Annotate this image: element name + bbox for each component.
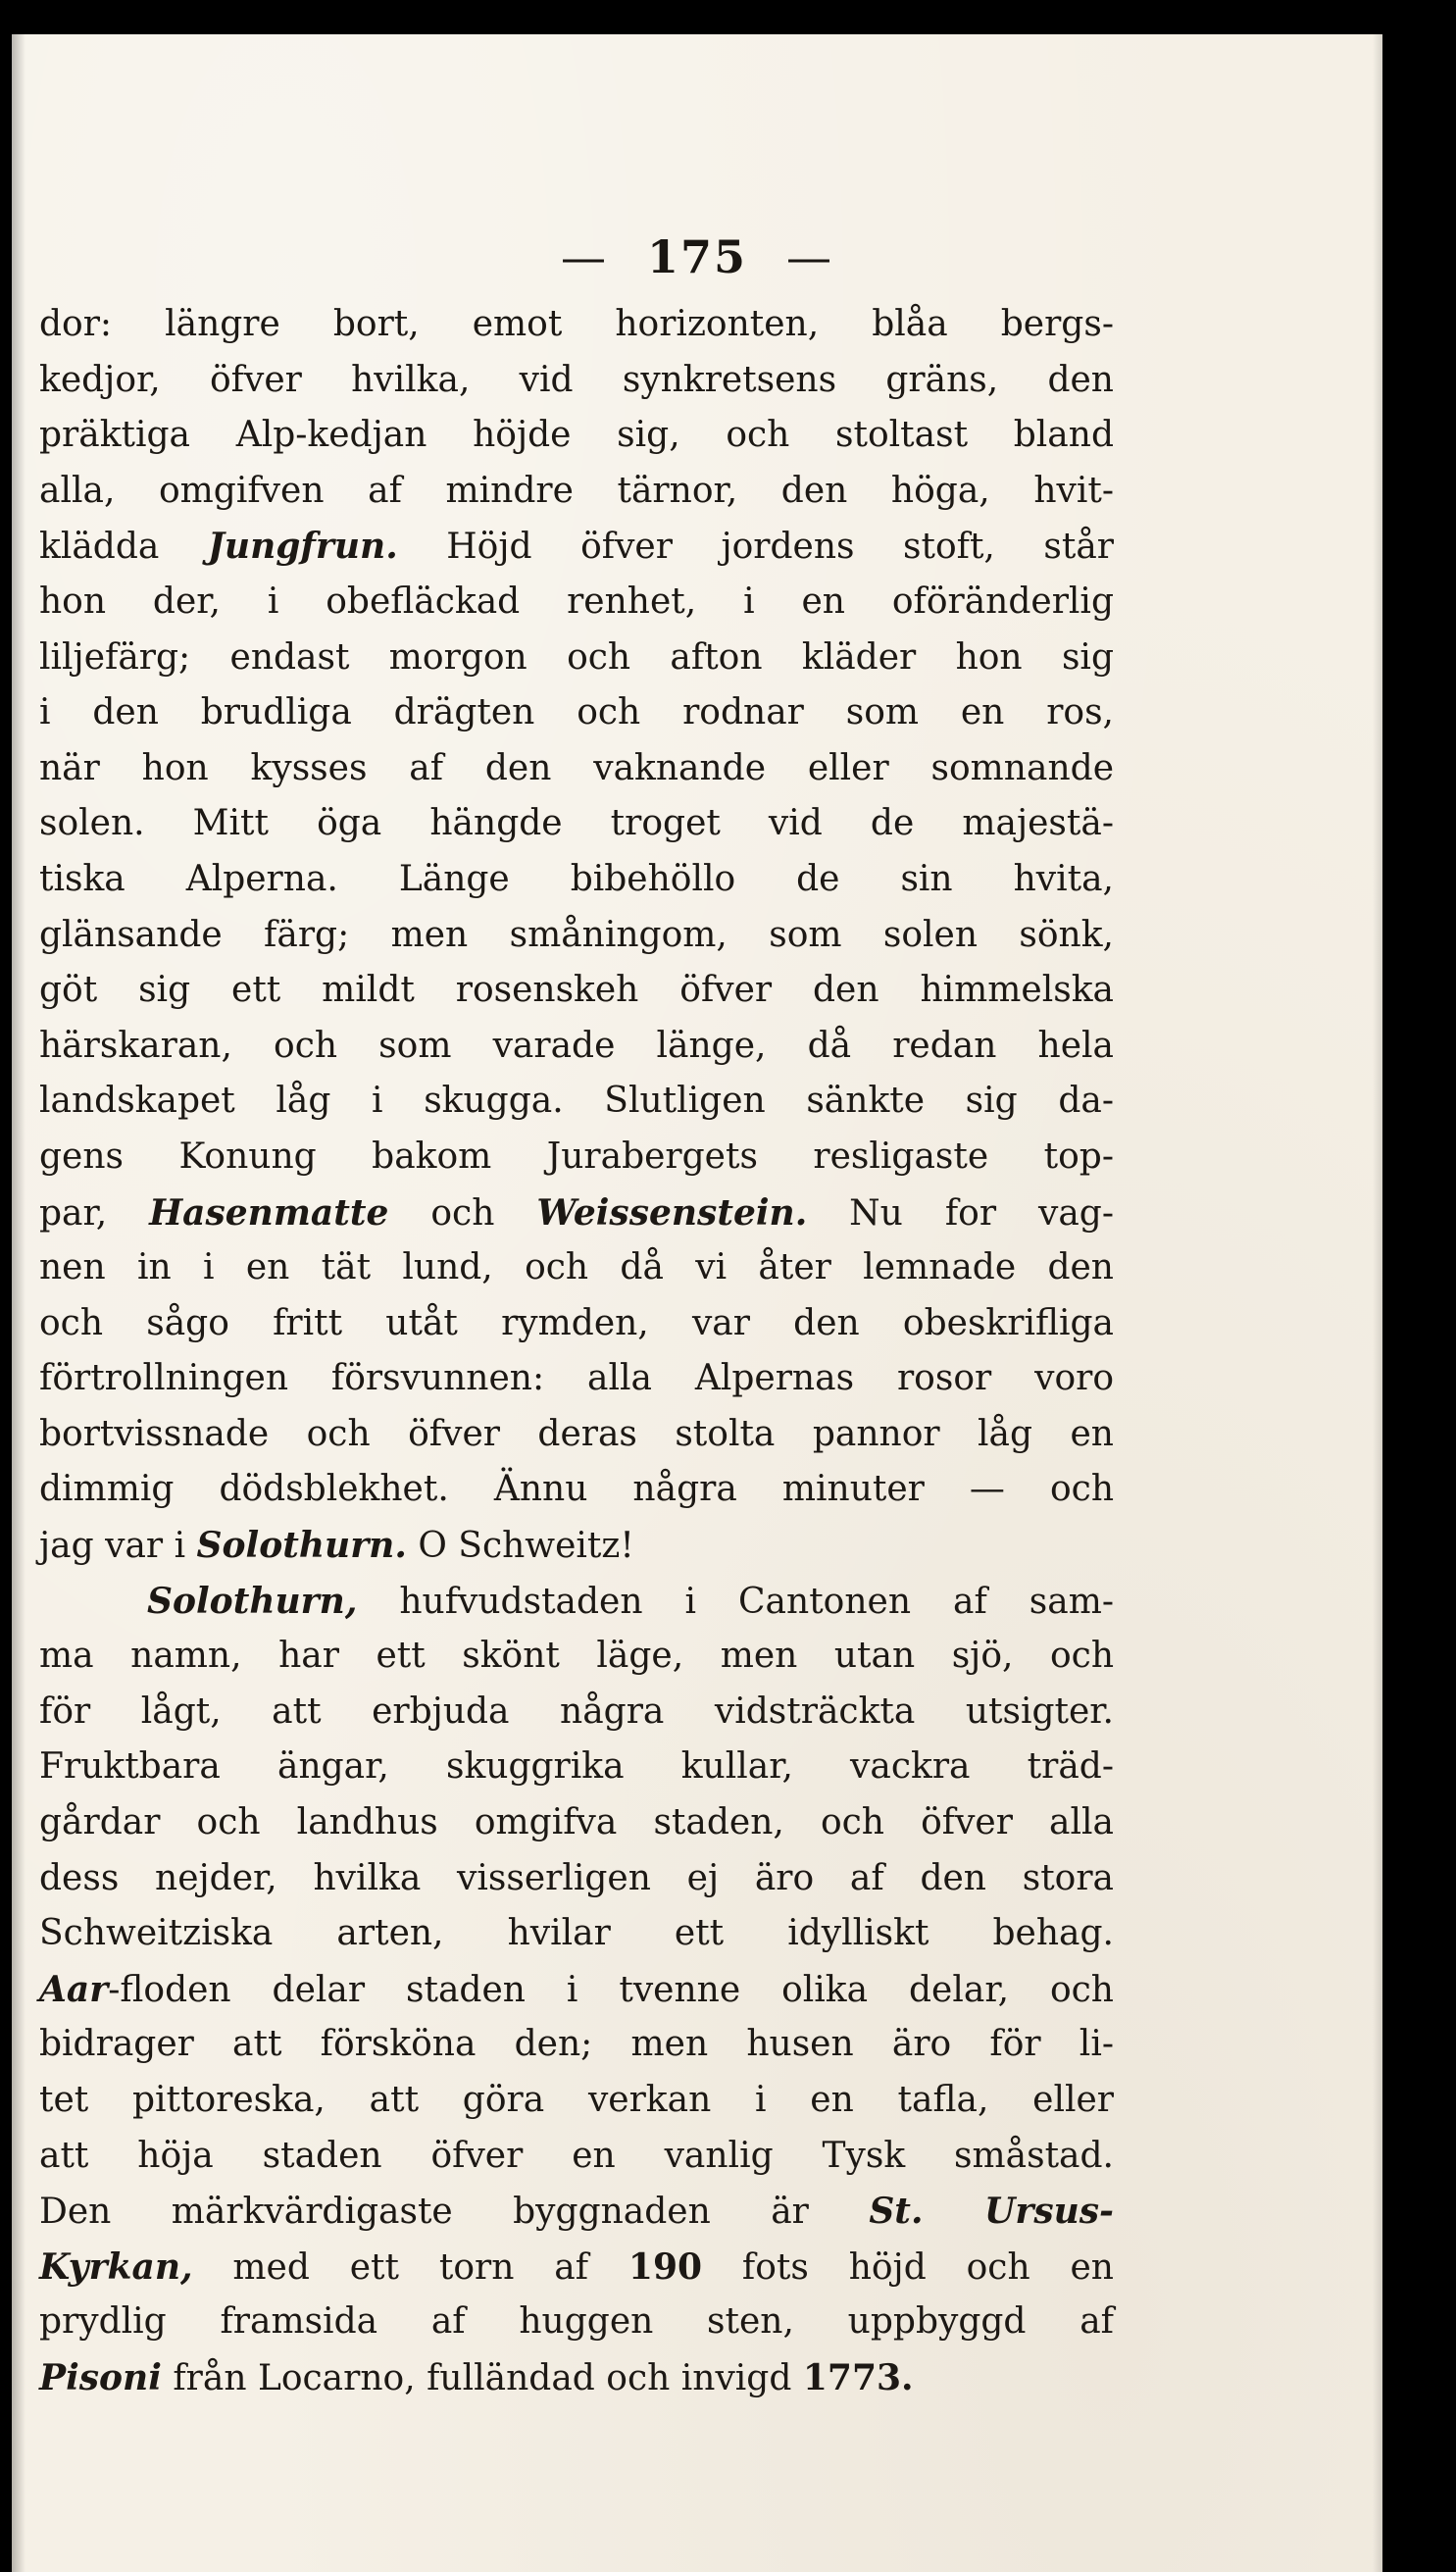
text-fragment: landskapet låg i skugga. Slutligen sänkte sig da-: [39, 1081, 1114, 1122]
text-line: [39, 1795, 1114, 1851]
text-fragment: i den brudliga drägten och rodnar som en ros,: [39, 692, 1114, 733]
text-line: [39, 1074, 1114, 1130]
page-number: 175: [646, 230, 748, 283]
text-fragment: kedjor, öfver hvilka, vid synkretsens gräns, den: [39, 359, 1114, 400]
text-line: [39, 1407, 1114, 1463]
text-fragment: ma namn, har ett skönt läge, men utan sjö, och: [39, 1636, 1114, 1677]
text-line: [39, 2129, 1114, 2185]
text-line: [39, 1962, 1114, 2018]
text-line: [39, 1130, 1114, 1185]
text-fragment: alla, omgifven af mindre tärnor, den höga, hvit-: [39, 470, 1114, 511]
text-fragment: med ett torn af: [192, 2246, 628, 2288]
header-dash-left: —: [560, 230, 608, 283]
text-line: [39, 297, 1114, 353]
text-fragment: från Locarno, fulländad och invigd: [161, 2357, 803, 2398]
text-fragment: att höja staden öfver en vanlig Tysk småstad.: [39, 2135, 1114, 2176]
text-fragment: fots höjd och en: [702, 2246, 1114, 2288]
text-fragment: Den märkvärdigaste byggnaden är: [39, 2192, 870, 2233]
text-line: [39, 2350, 1114, 2406]
text-line: [39, 519, 1114, 575]
emphasized-text: Pisoni: [39, 2356, 162, 2398]
text-fragment: tiska Alperna. Länge bibehöllo de sin hvita,: [39, 858, 1114, 899]
emphasized-text: Solothurn.: [196, 1525, 407, 1567]
text-line: [39, 2295, 1114, 2350]
text-line: [39, 1740, 1114, 1795]
text-fragment: när hon kysses af den vaknande eller somnande: [39, 747, 1114, 788]
emphasized-text: Jungfrun.: [207, 526, 398, 568]
text-line: [39, 2240, 1114, 2295]
emphasized-text: Kyrkan,: [39, 2245, 193, 2288]
text-line: [39, 1185, 1114, 1241]
text-line: [39, 1685, 1114, 1740]
text-fragment: och sågo fritt utåt rymden, var den obeskrifliga: [39, 1302, 1114, 1343]
page-edge-shadow: [1373, 34, 1382, 2572]
text-fragment: förtrollningen försvunnen: alla Alpernas rosor voro: [39, 1358, 1114, 1399]
text-line: [39, 685, 1114, 741]
text-line: [39, 796, 1114, 852]
text-fragment: liljefärg; endast morgon och afton kläder hon sig: [39, 636, 1114, 678]
emphasized-text: St. Ursus-: [869, 2191, 1114, 2233]
text-line: [39, 1019, 1114, 1075]
text-fragment: nen in i en tät lund, och då vi åter lemnade den: [39, 1247, 1114, 1288]
text-fragment: präktiga Alp-kedjan höjde sig, och stoltast bland: [39, 415, 1114, 456]
text-fragment: Nu for vag-: [807, 1192, 1114, 1234]
text-fragment: Schweitziska arten, hvilar ett idylliskt behag.: [39, 1913, 1114, 1954]
text-line: [39, 1629, 1114, 1685]
text-line: [39, 1240, 1114, 1296]
header-dash-right: —: [786, 230, 834, 283]
text-line: [39, 630, 1114, 686]
text-fragment: solen. Mitt öga hängde troget vid de majestä-: [39, 803, 1114, 844]
text-fragment: gårdar och landhus omgifva staden, och öfver alla: [39, 1802, 1114, 1843]
text-fragment: gens Konung bakom Jurabergets resligaste top-: [39, 1135, 1114, 1177]
emphasized-text: Weissenstein.: [536, 1191, 808, 1234]
text-line: [39, 1574, 1114, 1630]
text-line: [39, 1851, 1114, 1907]
emphasized-text: Hasenmatte: [149, 1191, 389, 1234]
text-fragment: -floden delar staden i tvenne olika delar, och: [108, 1969, 1114, 2010]
text-fragment: dess nejder, hvilka visserligen ej äro af den stora: [39, 1857, 1114, 1898]
text-line: [39, 963, 1114, 1019]
emphasized-text: Aar: [39, 1968, 109, 2010]
text-fragment: bortvissnade och öfver deras stolta pannor låg en: [39, 1413, 1114, 1454]
text-fragment: för lågt, att erbjuda några vidsträckta utsigter.: [39, 1690, 1114, 1732]
text-line: [39, 1906, 1114, 1962]
text-line: [39, 2073, 1114, 2129]
text-line: [39, 408, 1114, 464]
text-fragment: glänsande färg; men småningom, som solen sönk,: [39, 914, 1114, 955]
bold-number: 190: [628, 2245, 703, 2288]
book-page: [12, 34, 1382, 2572]
text-fragment: tet pittoreska, att göra verkan i en tafla, eller: [39, 2080, 1114, 2120]
text-fragment: bidrager att försköna den; men husen äro för li-: [39, 2024, 1114, 2065]
text-fragment: härskaran, och som varade länge, då redan hela: [39, 1025, 1114, 1066]
text-line: [39, 2017, 1114, 2073]
text-line: [39, 1351, 1114, 1407]
text-fragment: Höjd öfver jordens stoft, står: [397, 527, 1115, 568]
emphasized-text: Solothurn,: [147, 1580, 358, 1622]
text-line: [39, 575, 1114, 630]
text-line: [39, 852, 1114, 908]
text-line: [39, 2184, 1114, 2240]
text-line: [39, 1296, 1114, 1352]
text-fragment: prydlig framsida af huggen sten, uppbyggd af: [39, 2301, 1114, 2343]
text-fragment: göt sig ett mildt rosenskeh öfver den himmelska: [39, 970, 1114, 1011]
text-line: [39, 464, 1114, 520]
text-line: [39, 353, 1114, 409]
text-fragment: O Schweitz!: [406, 1526, 634, 1567]
text-fragment: Fruktbara ängar, skuggrika kullar, vackra träd-: [39, 1746, 1114, 1788]
text-fragment: dimmig dödsblekhet. Ännu några minuter — och: [39, 1469, 1114, 1510]
text-line: [39, 1462, 1114, 1518]
text-line: [39, 908, 1114, 964]
page-header: [12, 230, 1382, 283]
text-line: [39, 741, 1114, 797]
text-fragment: dor: längre bort, emot horizonten, blåa bergs-: [39, 304, 1114, 344]
text-fragment: par,: [39, 1192, 150, 1234]
text-line: [39, 1518, 1114, 1574]
text-fragment: jag var i: [39, 1526, 197, 1567]
text-fragment: och: [388, 1192, 537, 1234]
text-fragment: hon der, i obefläckad renhet, i en oföränderlig: [39, 580, 1114, 622]
text-fragment: klädda: [39, 527, 208, 568]
bold-number: 1773.: [802, 2356, 914, 2398]
text-fragment: hufvudstaden i Cantonen af sam-: [357, 1581, 1114, 1622]
body-text: [39, 297, 1114, 2406]
spine-shadow: [12, 34, 25, 2572]
